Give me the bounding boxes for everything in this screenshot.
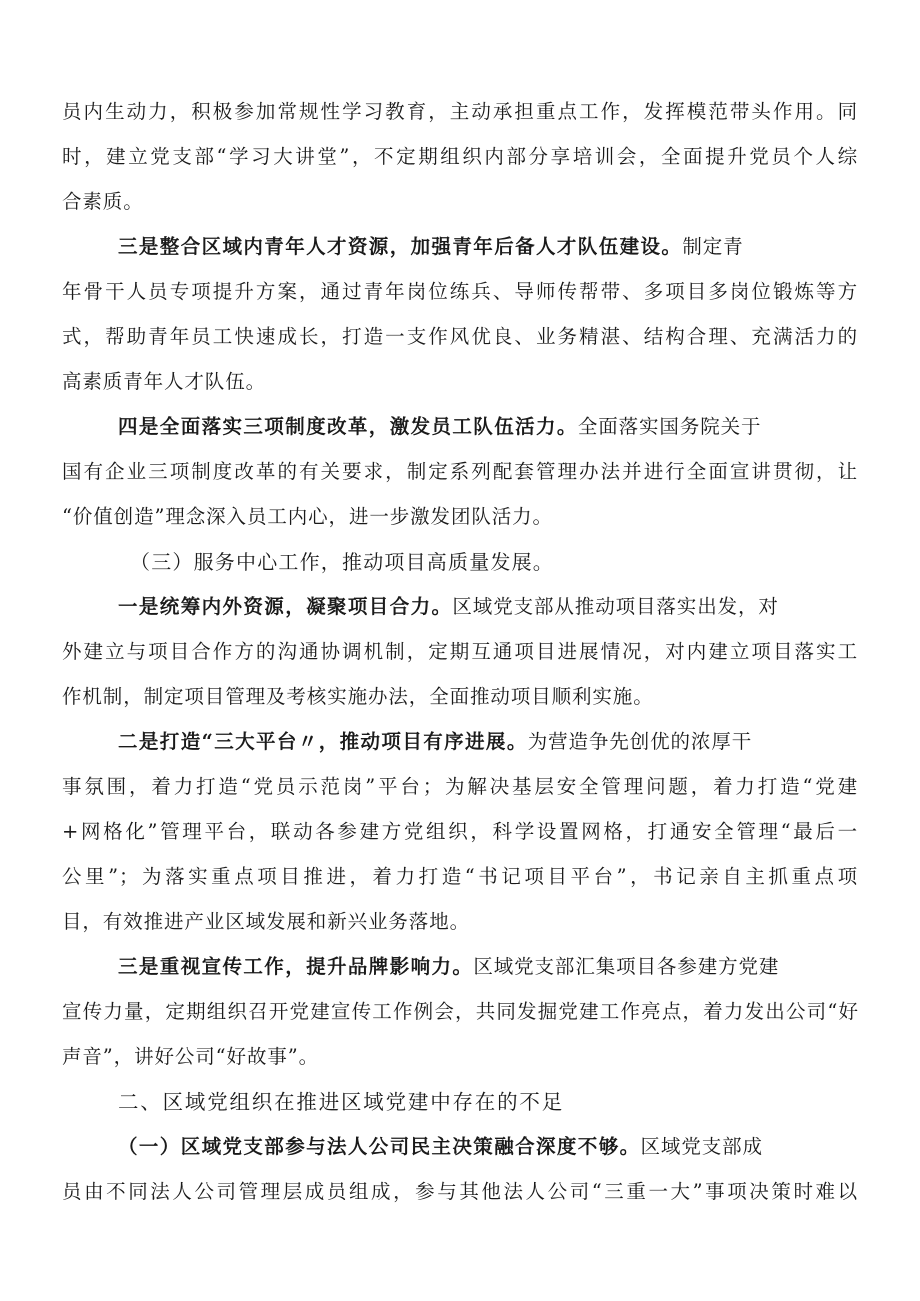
body-line: 公里”；为落实重点项目推进，着力打造“书记项目平台”，书记亲自主抓重点项 xyxy=(62,865,858,888)
paragraph-first-line xyxy=(118,233,744,261)
body-line: “价值创造”理念深入员工内心，进一步激发团队活力。 xyxy=(62,505,553,528)
bold-lead-sentence: （一）区域党支部参与法人公司民主决策融合深度不够。 xyxy=(118,1135,641,1158)
body-line: 宣传力量，定期组织召开党建宣传工作例会，共同发掘党建工作亮点，着力发出公司“好 xyxy=(62,1000,858,1023)
paragraph-first-line xyxy=(118,1133,763,1161)
bold-lead-sentence: 三是整合区域内青年人才资源，加强青年后备人才队伍建设。 xyxy=(118,235,683,258)
body-line: 作机制，制定项目管理及考核实施办法，全面推动项目顺利实施。 xyxy=(62,685,654,708)
paragraph-first-line xyxy=(118,413,761,441)
body-text: 区域党支部从推动项目落实出发，对 xyxy=(452,595,779,618)
body-line: 时，建立党支部“学习大讲堂”，不定期组织内部分享培训会，全面提升党员个人综 xyxy=(62,145,858,168)
body-text: 全面落实国务院关于 xyxy=(577,415,762,438)
body-line: 事氛围，着力打造“党员示范岗”平台；为解决基层安全管理问题，着力打造“党建 xyxy=(62,775,858,798)
section-subheading: （三）服务中心工作，推动项目高质量发展。 xyxy=(130,550,554,574)
paragraph-first-line xyxy=(118,953,779,981)
body-line: 合素质。 xyxy=(62,190,144,213)
body-text: 为营造争先创优的浓厚干 xyxy=(527,730,753,753)
body-line: 国有企业三项制度改革的有关要求，制定系列配套管理办法并进行全面宣讲贯彻，让 xyxy=(62,460,858,483)
body-line: 式，帮助青年员工快速成长，打造一支作风优良、业务精湛、结构合理、充满活力的 xyxy=(62,325,858,348)
bold-lead-sentence: 四是全面落实三项制度改革，激发员工队伍活力。 xyxy=(118,415,578,438)
bold-lead-sentence: 二是打造“三大平台〃，推动项目有序进展。 xyxy=(118,730,528,753)
bold-lead-sentence: 一是统筹内外资源，凝聚项目合力。 xyxy=(118,595,453,618)
body-text: 制定青 xyxy=(682,235,744,258)
paragraph-first-line xyxy=(118,593,779,621)
body-line: 员内生动力，积极参加常规性学习教育，主动承担重点工作，发挥模范带头作用。同 xyxy=(62,100,858,123)
bold-lead-sentence: 三是重视宣传工作，提升品牌影响力。 xyxy=(118,955,474,978)
body-text: 区域党支部成 xyxy=(640,1135,763,1158)
body-line: 声音”，讲好公司“好故事”。 xyxy=(62,1045,320,1068)
body-line: +网格化”管理平台，联动各参建方党组织，科学设置网格，打通安全管理“最后一 xyxy=(62,820,858,843)
body-line: 年骨干人员专项提升方案，通过青年岗位练兵、导师传帮带、多项目多岗位锻炼等方 xyxy=(62,280,858,303)
body-line: 高素质青年人才队伍。 xyxy=(62,370,267,393)
section-heading: 二、区域党组织在推进区域党建中存在的不足 xyxy=(118,1090,564,1114)
body-line: 员由不同法人公司管理层成员组成，参与其他法人公司“三重一大”事项决策时难以 xyxy=(62,1180,858,1203)
body-line: 外建立与项目合作方的沟通协调机制，定期互通项目进展情况，对内建立项目落实工 xyxy=(62,640,858,663)
body-line: 目，有效推进产业区域发展和新兴业务落地。 xyxy=(62,910,471,933)
paragraph-first-line xyxy=(118,728,752,756)
body-text: 区域党支部汇集项目各参建方党建 xyxy=(473,955,780,978)
